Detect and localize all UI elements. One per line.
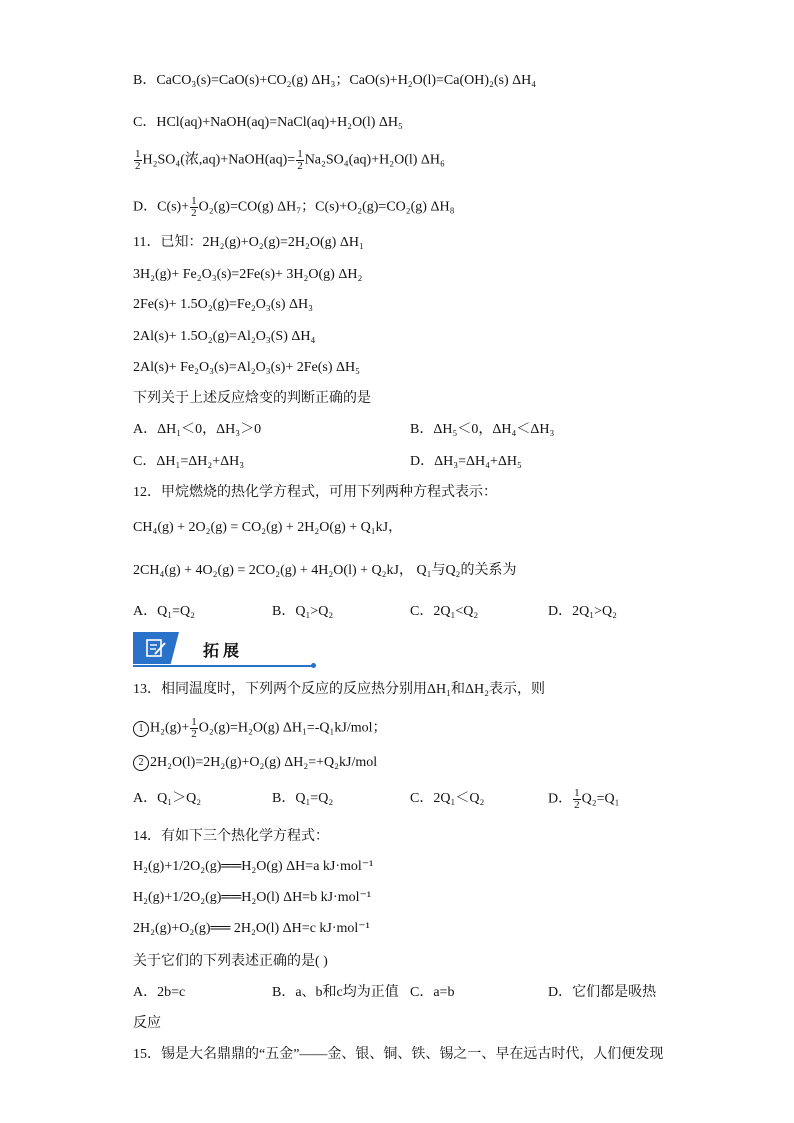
q13-stem: 13．相同温度时，下列两个反应的反应热分别用ΔH₁和ΔH₂表示，则	[133, 682, 545, 697]
q12-option-a[interactable]: A．Q₁=Q₂	[133, 604, 195, 619]
q11-equation-4: 2Al(s)+ 1.5O₂(g)=Al₂O₃(S) ΔH₄	[133, 329, 316, 344]
q13-option-d[interactable]: D． $\frac{1}{2}$ Q₂=Q₁	[548, 787, 620, 811]
q13-option-c[interactable]: C．2Q₁＜Q₂	[410, 791, 485, 806]
fraction: $\frac{1}{2}$	[191, 195, 197, 219]
q14-option-d[interactable]: D．它们都是吸热	[548, 985, 657, 1000]
q11-option-c[interactable]: C．ΔH₁=ΔH₂+ΔH₃	[133, 454, 245, 469]
q10-option-c: C．HCl(aq)+NaOH(aq)=NaCl(aq)+H₂O(l) ΔH₅	[133, 115, 403, 130]
q10-option-c-line2: $\frac{1}{2}$ H₂SO₄(浓,aq)+NaOH(aq)= $\frac{1}{2}$ Na₂SO₄(aq)+H₂O(l) ΔH₆	[135, 148, 445, 172]
q11-question: 下列关于上述反应焓变的判断正确的是	[133, 391, 371, 406]
q10-option-d: D．C(s)+ $\frac{1}{2}$ O₂(g)=CO(g) ΔH₇；C(s)+O₂(g)=CO₂(g) ΔH₈	[133, 195, 455, 219]
fraction: $\frac{1}{2}$	[135, 148, 141, 172]
section-banner	[133, 632, 315, 670]
q11-stem: 11．已知：2H₂(g)+O₂(g)=2H₂O(g) ΔH₁	[133, 235, 364, 250]
fraction: $\frac{1}{2}$	[297, 148, 303, 172]
q14-option-d-continued: 反应	[133, 1016, 161, 1031]
q11-option-a[interactable]: A．ΔH₁＜0，ΔH₃＞0	[133, 422, 262, 437]
q13-option-a[interactable]: A．Q₁＞Q₂	[133, 791, 202, 806]
q14-equation-3: 2H₂(g)+O₂(g)══ 2H₂O(l) ΔH=c kJ·mol⁻¹	[133, 921, 370, 936]
q11-equation-3: 2Fe(s)+ 1.5O₂(g)=Fe₂O₃(s) ΔH₃	[133, 297, 314, 312]
fraction: $\frac{1}{2}$	[191, 716, 197, 740]
q11-equation-5: 2Al(s)+ Fe₂O₃(s)=Al₂O₃(s)+ 2Fe(s) ΔH₅	[133, 360, 361, 375]
q12-equation-2: 2CH₄(g) + 4O₂(g) = 2CO₂(g) + 4H₂O(l) + Q₂kJ， Q₁与Q₂的关系为	[133, 563, 517, 578]
q13-option-b[interactable]: B．Q₁=Q₂	[272, 791, 334, 806]
q14-stem: 14．有如下三个热化学方程式：	[133, 829, 329, 844]
q12-equation-1: CH₄(g) + 2O₂(g) = CO₂(g) + 2H₂O(g) + Q₁kJ，	[133, 520, 403, 535]
q14-equation-2: H₂(g)+1/2O₂(g)══H₂O(l) ΔH=b kJ·mol⁻¹	[133, 890, 372, 905]
q11-option-b[interactable]: B．ΔH₅＜0，ΔH₄＜ΔH₃	[410, 422, 555, 437]
q12-option-d[interactable]: D．2Q₁>Q₂	[548, 604, 617, 619]
section-title: 拓展	[203, 641, 244, 660]
q11-equation-2: 3H₂(g)+ Fe₂O₃(s)=2Fe(s)+ 3H₂O(g) ΔH₂	[133, 267, 363, 282]
q12-option-b[interactable]: B．Q₁>Q₂	[272, 604, 334, 619]
q14-question: 关于它们的下列表述正确的是( )	[133, 954, 328, 969]
q14-equation-1: H₂(g)+1/2O₂(g)══H₂O(g) ΔH=a kJ·mol⁻¹	[133, 859, 374, 874]
q11-option-d[interactable]: D．ΔH₃=ΔH₄+ΔH₅	[410, 454, 522, 469]
q13-equation-1: 1 H₂(g)+ $\frac{1}{2}$ O₂(g)=H₂O(g) ΔH₁=-Q₁kJ/mol；	[133, 717, 387, 740]
circled-number-2: 2	[133, 755, 149, 771]
q12-stem: 12．甲烷燃烧的热化学方程式，可用下列两种方程式表示：	[133, 485, 497, 500]
banner-dot	[311, 663, 316, 668]
q10-option-b: B．CaCO₃(s)=CaO(s)+CO₂(g) ΔH₃；CaO(s)+H₂O(l)=Ca(OH)₂(s) ΔH₄	[133, 73, 537, 88]
pencil-note-icon	[145, 638, 167, 658]
q14-option-c[interactable]: C．a=b	[410, 985, 455, 1000]
q14-option-b[interactable]: B．a、b和c均为正值	[272, 985, 399, 1000]
circled-number-1: 1	[133, 721, 149, 737]
q15-stem: 15．锡是大名鼎鼎的“五金”——金、银、铜、铁、锡之一、早在远古时代，人们便发现	[133, 1047, 664, 1062]
fraction: $\frac{1}{2}$	[574, 787, 580, 811]
q14-option-a[interactable]: A．2b=c	[133, 985, 186, 1000]
q12-option-c[interactable]: C．2Q₁<Q₂	[410, 604, 479, 619]
q13-equation-2: 2 2H₂O(l)=2H₂(g)+O₂(g) ΔH₂=+Q₂kJ/mol	[133, 754, 377, 772]
banner-underline	[133, 665, 313, 667]
